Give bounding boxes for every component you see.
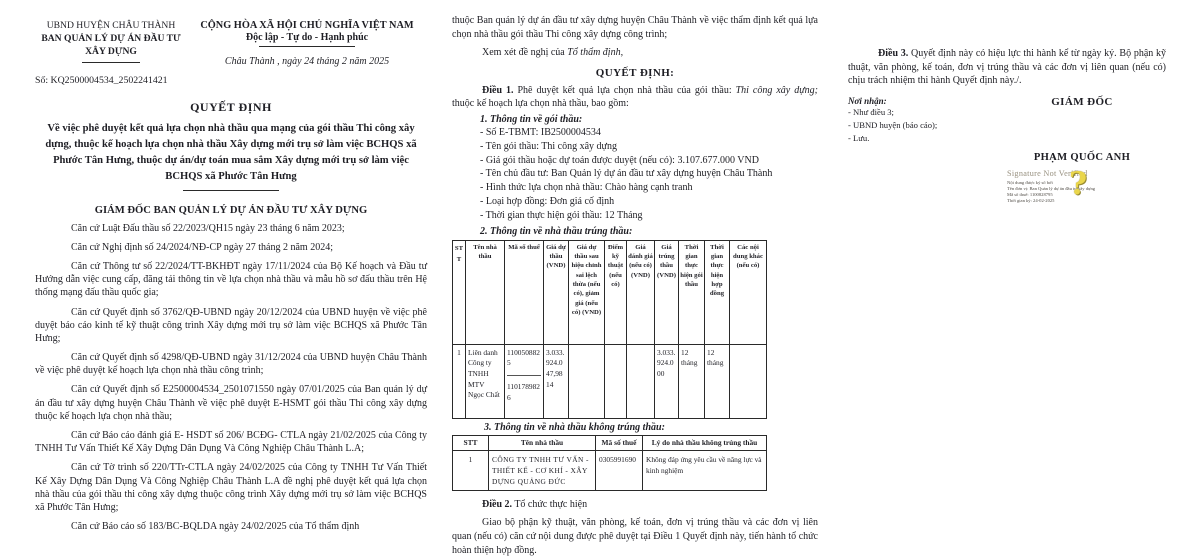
col-header-tax-id: Mã số thuế [596, 435, 643, 450]
tax-id-2: 1101789826 [507, 382, 540, 402]
col-header-other: Các nội dung khác (nếu có) [730, 240, 767, 344]
document-header [35, 20, 427, 67]
legal-basis-paragraph: Căn cứ Tờ trình số 220/TTr-CTLA ngày 24/02/2025 của Công ty TNHH Tư Vấn Thiết Kế Xây Dựng Dân Dụng Và Công Nghiệp Châu Thành L.A đề nghị phê duyệt kết quả lựa chọn nhà thầu của gói thầu thi công xây dựng thuộc công trình Xây dựng mới trụ sở làm việc BCHQS xã Phước Tân Hưng; [35, 462, 427, 513]
table-header-row [453, 240, 767, 344]
signature-detail-line: Tên đơn vị: Ban Quản lý dự án đầu tư xây dựng [1007, 185, 1096, 191]
cell-tax-ids [505, 344, 544, 418]
document-column-2 [452, 14, 818, 557]
consideration-italic: Tổ thẩm định, [567, 47, 624, 59]
legal-basis-paragraph: Căn cứ Thông tư số 22/2024/TT-BKHĐT ngày 17/11/2024 của Bộ Kế hoạch và Đầu tư Hướng dẫn việc cung cấp, đăng tải thông tin về lựa chọn nhà thầu và mẫu hồ sơ đấu thầu trên Hệ thống mạng đấu thầu quốc gia; [35, 260, 427, 299]
legal-basis-list [35, 222, 427, 534]
legal-basis-paragraph: Căn cứ Quyết định số 4298/QĐ-UBND ngày 31/12/2024 của UBND huyện Châu Thành về việc phê duyệt kế hoạch lựa chọn nhà thầu công trình; [35, 352, 427, 377]
package-info-item: - Thời gian thực hiện gói thầu: 12 Tháng [480, 209, 643, 221]
article-3-text: Quyết định này có hiệu lực thi hành kể từ ngày ký. Bộ phận kỹ thuật, văn phòng, kế toán, đơn vị trúng thầu và các đơn vị liên quan (nếu có) chịu trách nhiệm thi hành Quyết định này./. [848, 48, 1166, 87]
motto-underline [259, 46, 355, 47]
col-header-reason: Lý do nhà thầu không trúng thầu [643, 435, 767, 450]
legal-basis-paragraph: Căn cứ Quyết định số 3762/QĐ-UBND ngày 20/12/2024 của UBND huyện về việc phê duyệt báo cáo kinh tế kỹ thuật công trình Xây dựng mới trụ sở làm việc BCHQS xã Phước Tân Hưng; [35, 306, 427, 344]
article-2-title: Tổ chức thực hiện [512, 498, 588, 510]
issuing-org-block [35, 20, 187, 63]
col-header-winning-price: Giá trúng thầu (VND) [655, 240, 679, 344]
package-info-item: - Giá gói thầu hoặc dự toán được duyệt (nếu có): 3.107.677.000 VND [480, 154, 759, 166]
cell-evaluated-price [627, 344, 655, 418]
recipient-item: - UBND huyện (báo cáo); [848, 120, 938, 131]
package-info-item: - Tên chủ đầu tư: Ban Quản lý dự án đầu tư xây dựng huyện Châu Thành [480, 168, 773, 180]
section-1-heading: 1. Thông tin về gói thầu: [480, 113, 583, 125]
col-header-adjusted-price: Giá dự thầu sau hiệu chỉnh sai lệch thừa (nếu có), giảm giá (nếu có) (VND) [569, 240, 605, 344]
cell-tax-id: 0305991690 [596, 450, 643, 490]
document-column-1 [35, 20, 427, 533]
signer-name: PHẠM QUỐC ANH [1033, 151, 1131, 163]
article-1-text: Phê duyệt kết quả lựa chọn nhà thầu của gói thầu: [513, 84, 736, 96]
subject-underline [183, 190, 279, 191]
cell-contractor-name: Liên danh Công ty TNHH MTV Ngọc Chất [466, 344, 505, 418]
decision-heading: QUYẾT ĐỊNH: [595, 66, 675, 79]
legal-basis-paragraph: Căn cứ Nghị định số 24/2024/NĐ-CP ngày 27 tháng 2 năm 2024; [71, 241, 333, 253]
cell-reason: Không đáp ứng yêu cầu về năng lực và kinh nghiệm [643, 450, 767, 490]
org-underline [82, 62, 140, 63]
col-header-stt: STT [453, 240, 466, 344]
signature-detail-line: Nội dung được ký số bởi [1007, 179, 1053, 185]
authority-heading: GIÁM ĐỐC BAN QUẢN LÝ DỰ ÁN ĐẦU TƯ XÂY DỰNG [94, 204, 368, 216]
signature-detail-line: Thời gian ký: 24-02-2025 [1007, 197, 1055, 203]
col-header-tax-id: Mã số thuế [505, 240, 544, 344]
unsuccessful-bidder-table [452, 435, 767, 491]
legal-basis-paragraph: Căn cứ Báo cáo đánh giá E- HSDT số 206/ BCĐG- CTLA ngày 21/02/2025 của Công ty TNHH Tư Vấn Thiết Kế Xây Dựng Dân Dụng Và Công Nghiệp Châu Thành L.A; [35, 430, 427, 455]
legal-basis-paragraph: Căn cứ Luật Đấu thầu số 22/2023/QH15 ngày 23 tháng 6 năm 2023; [71, 222, 345, 234]
cell-technical-score [605, 344, 627, 418]
digital-signature-stamp [1007, 165, 1157, 215]
legal-basis-paragraph: Căn cứ Báo cáo số 183/BC-BQLDA ngày 24/02/2025 của Tổ thẩm định [71, 521, 360, 533]
package-info-item: - Tên gói thầu: Thi công xây dựng [480, 140, 617, 152]
col-header-package-duration: Thời gian thực hiện gói thầu [679, 240, 705, 344]
document-title: QUYẾT ĐỊNH [190, 100, 272, 114]
winning-bidder-row [453, 344, 767, 418]
package-info-item: - Số E-TBMT: IB2500004534 [480, 126, 601, 138]
article-3 [848, 47, 1166, 88]
article-2-label: Điều 2. [482, 498, 512, 510]
article-1 [452, 84, 818, 111]
article-1-label: Điều 1. [482, 84, 514, 96]
col-header-evaluated-price: Giá đánh giá (nếu có) (VND) [627, 240, 655, 344]
article-1-tail: thuộc kế hoạch lựa chọn nhà thầu, bao gồm: [452, 98, 629, 110]
signer-block [998, 96, 1166, 215]
national-header-block [187, 20, 427, 67]
article-2-heading [452, 498, 818, 512]
recipients-block [848, 96, 998, 215]
unsuccessful-bidder-row [453, 450, 767, 490]
org-parent-name: UBND HUYỆN CHÂU THÀNH [46, 20, 176, 31]
question-mark-icon: ? [1069, 165, 1088, 202]
document-subject: Về việc phê duyệt kết quả lựa chọn nhà thầu qua mạng của gói thầu Thi công xây dựng, thuộc kế hoạch lựa chọn nhà thầu Xây dựng mới trụ sở làm việc BCHQS xã Phước Tân Hưng, thuộc dự án/dự toán mua sắm Xây dựng mới trụ sở làm việc BCHQS xã Phước Tân Hưng [45, 123, 417, 182]
cell-stt: 1 [453, 344, 466, 418]
article-2-body: Giao bộ phận kỹ thuật, văn phòng, kế toán, đơn vị trúng thầu và các đơn vị liên quan (nếu có) căn cứ nội dung được phê duyệt tại Điều 1 Quyết định này, tiến hành tổ chức hoàn thiện hợp đồng. [452, 517, 818, 556]
article-3-label: Điều 3. [878, 48, 909, 59]
signer-title: GIÁM ĐỐC [1051, 95, 1113, 108]
cell-package-duration: 12 tháng [679, 344, 705, 418]
national-motto-line1: CỘNG HÒA XÃ HỘI CHỦ NGHĨA VIỆT NAM [200, 20, 414, 31]
col-header-contractor: Tên nhà thầu [489, 435, 596, 450]
package-info-item: - Hình thức lựa chọn nhà thầu: Chào hàng cạnh tranh [480, 182, 693, 194]
section-2-heading: 2. Thông tin về nhà thầu trúng thầu: [480, 225, 633, 237]
legal-basis-paragraph: Căn cứ Quyết định số E2500004534_2501071550 ngày 07/01/2025 của Ban quản lý dự án đầu tư xây dựng huyện Châu Thành về việc phê duyệt E-HSMT gói thầu Thi công xây dựng thuộc kế hoạch lựa chọn nhà thầu; [35, 384, 427, 422]
document-column-3 [848, 42, 1166, 215]
cell-stt: 1 [453, 450, 489, 490]
signature-detail-line: Mã số thuế: 1100828795 [1007, 191, 1053, 197]
col-header-bid-price: Giá dự thầu (VND) [544, 240, 569, 344]
col-header-technical-score: Điểm kỹ thuật (nếu có) [605, 240, 627, 344]
recipient-item: - Lưu. [848, 133, 870, 144]
cell-contractor-name: CÔNG TY TNHH TƯ VẤN - THIẾT KẾ - CƠ KHÍ - XÂY DỰNG QUẢNG ĐỨC [489, 450, 596, 490]
cell-winning-price: 3.033.924.000 [655, 344, 679, 418]
signature-section [848, 96, 1166, 215]
recipients-label: Nơi nhận: [848, 95, 887, 106]
cell-adjusted-price [569, 344, 605, 418]
recipient-item: - Như điều 3; [848, 106, 894, 117]
col-header-contractor: Tên nhà thầu [466, 240, 505, 344]
col-header-contract-duration: Thời gian thực hiện hợp đồng [705, 240, 730, 344]
article-1-package-name: Thi công xây dựng; [735, 84, 818, 96]
winning-bidder-table [452, 240, 767, 419]
tax-id-1: 1100508825 [507, 348, 541, 376]
document-number: Số: KQ2500004534_2502241421 [35, 75, 168, 86]
cell-bid-price: 3.033.924.047,9814 [544, 344, 569, 418]
org-name: BAN QUẢN LÝ DỰ ÁN ĐẦU TƯ XÂY DỰNG [41, 32, 181, 57]
table-header-row [453, 435, 767, 450]
consideration-text: Xem xét đề nghị của [482, 47, 568, 59]
national-motto-line2: Độc lập - Tự do - Hạnh phúc [245, 32, 369, 43]
col-header-stt: STT [453, 435, 489, 450]
consideration-line [452, 46, 818, 60]
cell-contract-duration: 12 tháng [705, 344, 730, 418]
section-3-heading: 3. Thông tin về nhà thầu không trúng thầu: [484, 421, 665, 433]
package-info-list [452, 126, 818, 223]
legal-basis-continuation: thuộc Ban quản lý dự án đầu tư xây dựng huyện Châu Thành về việc thẩm định kết quả lựa chọn nhà thầu gói thầu Thi công xây dựng công trình; [452, 15, 818, 40]
package-info-item: - Loại hợp đồng: Đơn giá cố định [480, 195, 615, 207]
place-date-line: Châu Thành , ngày 24 tháng 2 năm 2025 [224, 56, 390, 67]
signature-status-text: Signature Not Verified [1007, 168, 1088, 178]
cell-other [730, 344, 767, 418]
